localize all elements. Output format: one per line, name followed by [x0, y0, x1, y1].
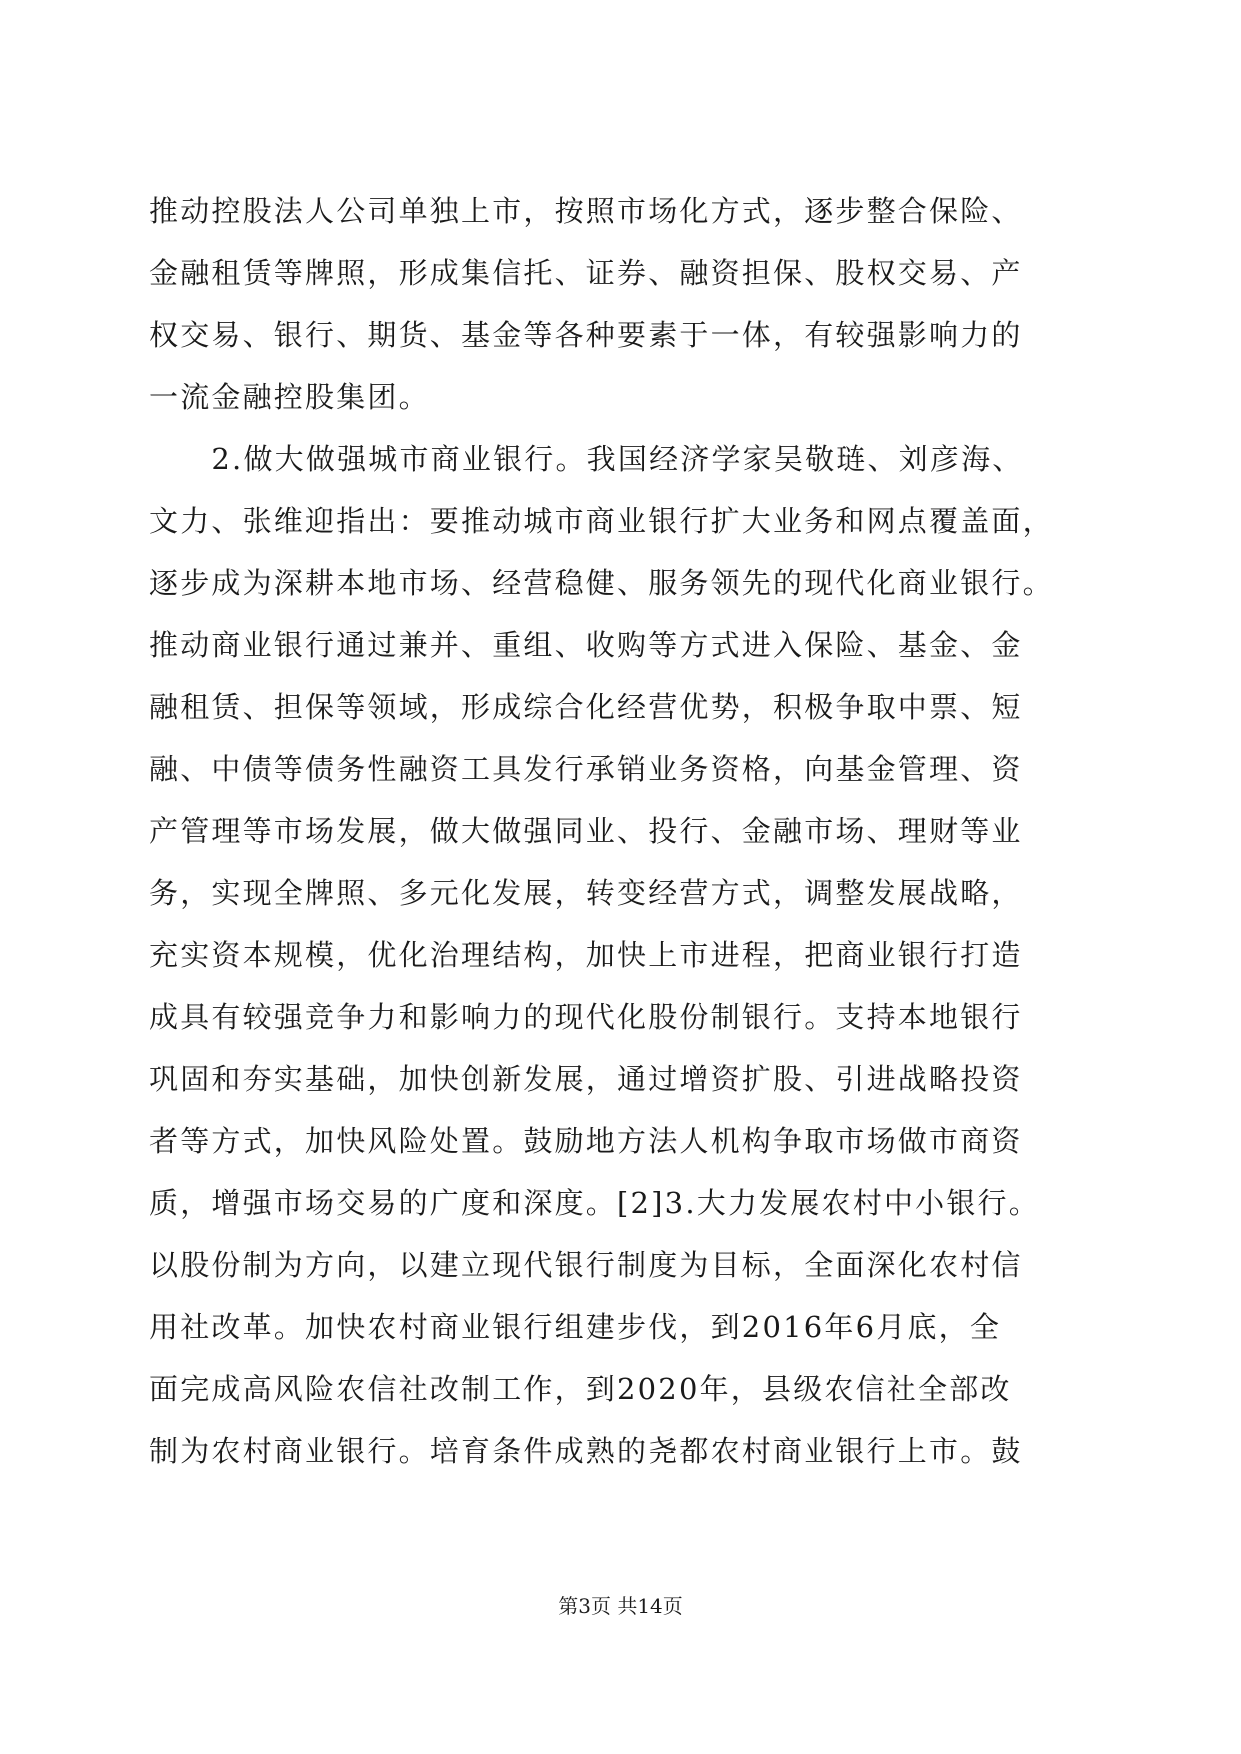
text-line: 2.做大做强城市商业银行。我国经济学家吴敬琏、刘彦海、	[149, 442, 1024, 476]
text-line: 融、中债等债务性融资工具发行承销业务资格，向基金管理、资	[149, 752, 1023, 786]
text-line: 用社改革。加快农村商业银行组建步伐，到2016年6月底，全	[149, 1310, 1002, 1344]
text-line: 以股份制为方向，以建立现代银行制度为目标，全面深化农村信	[149, 1248, 1023, 1282]
text-line: 充实资本规模，优化治理结构，加快上市进程，把商业银行打造	[149, 938, 1023, 972]
text-line: 制为农村商业银行。培育条件成熟的尧都农村商业银行上市。鼓	[149, 1434, 1023, 1468]
text-line: 者等方式，加快风险处置。鼓励地方法人机构争取市场做市商资	[149, 1124, 1023, 1158]
text-line: 务，实现全牌照、多元化发展，转变经营方式，调整发展战略，	[149, 876, 1023, 910]
text-line: 质，增强市场交易的广度和深度。[2]3.大力发展农村中小银行。	[149, 1186, 1040, 1220]
page-footer	[0, 1590, 1241, 1619]
text-line: 推动商业银行通过兼并、重组、收购等方式进入保险、基金、金	[149, 628, 1023, 662]
text-line: 一流金融控股集团。	[149, 380, 430, 414]
text-line: 金融租赁等牌照，形成集信托、证券、融资担保、股权交易、产	[149, 256, 1023, 290]
text-line: 推动控股法人公司单独上市，按照市场化方式，逐步整合保险、	[149, 194, 1023, 228]
text-line: 逐步成为深耕本地市场、经营稳健、服务领先的现代化商业银行。	[149, 566, 1054, 600]
text-line: 面完成高风险农信社改制工作，到2020年，县级农信社全部改	[149, 1372, 1012, 1406]
text-line: 权交易、银行、期货、基金等各种要素于一体，有较强影响力的	[149, 318, 1023, 352]
page-number-label: 第3页 共14页	[558, 1594, 683, 1618]
document-body	[149, 180, 1054, 1482]
text-line: 成具有较强竞争力和影响力的现代化股份制银行。支持本地银行	[149, 1000, 1023, 1034]
text-line: 融租赁、担保等领域，形成综合化经营优势，积极争取中票、短	[149, 690, 1023, 724]
text-line: 巩固和夯实基础，加快创新发展，通过增资扩股、引进战略投资	[149, 1062, 1023, 1096]
text-line: 产管理等市场发展，做大做强同业、投行、金融市场、理财等业	[149, 814, 1023, 848]
text-line: 文力、张维迎指出：要推动城市商业银行扩大业务和网点覆盖面，	[149, 504, 1054, 538]
